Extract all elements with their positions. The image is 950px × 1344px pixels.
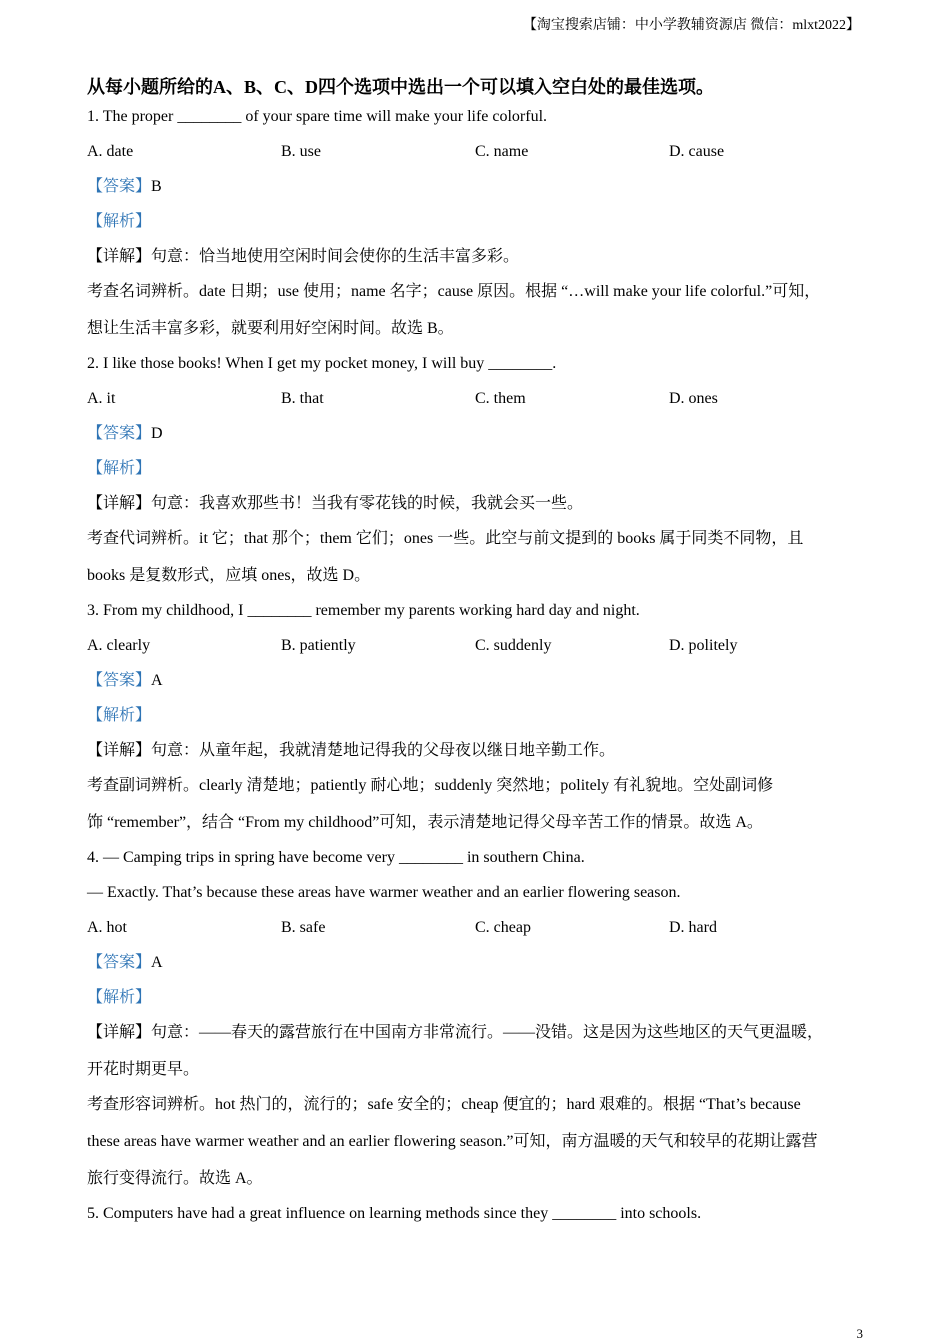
explain-line: books 是复数形式，应填 ones，故选 D。 (87, 567, 371, 584)
answer-line (87, 177, 867, 212)
option-d: D. cause (669, 143, 725, 160)
page-number: 3 (856, 1326, 863, 1341)
explain-line: 考查代词辨析。it 它；that 那个；them 它们；ones 一些。此空与前文提到的 books 属于同类不同物，且 (87, 530, 804, 547)
question-options (87, 142, 867, 177)
explain-line: 考查形容词辨析。hot 热门的，流行的；safe 安全的；cheap 便宜的；hard 艰难的。根据 “That’s because (87, 1096, 801, 1113)
analysis-label: 【解析】 (87, 707, 152, 724)
option-c: C. suddenly (475, 637, 552, 654)
question-3 (87, 601, 867, 848)
analysis-label: 【解析】 (87, 989, 152, 1006)
option-a: A. date (87, 143, 134, 160)
explain-line: 想让生活丰富多彩，就要利用好空闲时间。故选 B。 (87, 320, 454, 337)
option-b: B. that (281, 390, 324, 407)
detail-line (87, 247, 867, 282)
detail-text: 句意：从童年起，我就清楚地记得我的父母夜以继日地辛勤工作。 (151, 742, 616, 759)
option-b: B. patiently (281, 637, 356, 654)
detail-line (87, 494, 867, 529)
detail-line (87, 1023, 867, 1060)
detail-line (87, 741, 867, 776)
option-d: D. hard (669, 919, 717, 936)
option-d: D. politely (669, 637, 738, 654)
section-instruction: 从每小题所给的A、B、C、D四个选项中选出一个可以填入空白处的最佳选项。 (87, 77, 714, 97)
option-c: C. cheap (475, 919, 531, 936)
question-options (87, 389, 867, 424)
explain-line: 考查名词辨析。date 日期；use 使用；name 名字；cause 原因。根据 “…will make your life colorful.”可知， (87, 283, 821, 300)
question-1 (87, 107, 867, 354)
question-5-stem: 5. Computers have had a great influence on learning methods since they ________ into schools. (87, 1205, 702, 1222)
question-stem: 4. — Camping trips in spring have become very ________ in southern China. (87, 849, 585, 866)
question-4 (87, 848, 867, 1204)
answer-line (87, 424, 867, 459)
page-header: 【淘宝搜索店铺：中小学教辅资源店 微信：mlxt2022】 (522, 18, 860, 33)
detail-label: 【详解】 (87, 742, 152, 759)
answer-value: A (151, 672, 163, 689)
detail-label: 【详解】 (87, 248, 152, 265)
detail-label: 【详解】 (87, 495, 152, 512)
detail-text: 句意：我喜欢那些书！当我有零花钱的时候，我就会买一些。 (151, 495, 584, 512)
analysis-label: 【解析】 (87, 460, 152, 477)
answer-line (87, 953, 867, 988)
option-a: A. hot (87, 919, 127, 936)
option-c: C. them (475, 390, 526, 407)
answer-line (87, 671, 867, 706)
answer-label: 【答案】 (87, 425, 152, 442)
analysis-label: 【解析】 (87, 213, 152, 230)
question-options (87, 918, 867, 953)
answer-label: 【答案】 (87, 672, 152, 689)
question-options (87, 636, 867, 671)
question-stem: 3. From my childhood, I ________ remember my parents working hard day and night. (87, 602, 640, 619)
option-b: B. use (281, 143, 321, 160)
explain-line: these areas have warmer weather and an earlier flowering season.”可知，南方温暖的天气和较早的花期让露营 (87, 1133, 818, 1150)
answer-value: B (151, 178, 162, 195)
detail-text: 句意：恰当地使用空闲时间会使你的生活丰富多彩。 (151, 248, 520, 265)
question-stem: 2. I like those books! When I get my pocket money, I will buy ________. (87, 355, 557, 372)
detail-label: 【详解】 (87, 1024, 152, 1041)
option-a: A. it (87, 390, 116, 407)
explain-line: 旅行变得流行。故选 A。 (87, 1170, 263, 1187)
answer-value: D (151, 425, 163, 442)
answer-label: 【答案】 (87, 178, 152, 195)
detail-text: 句意：——春天的露营旅行在中国南方非常流行。——没错。这是因为这些地区的天气更温暖， (151, 1024, 824, 1041)
answer-value: A (151, 954, 163, 971)
document-body (87, 72, 867, 1239)
detail-line-cont: 开花时期更早。 (87, 1061, 200, 1078)
answer-label: 【答案】 (87, 954, 152, 971)
explain-line: 考查副词辨析。clearly 清楚地；patiently 耐心地；suddenly 突然地；politely 有礼貌地。空处副词修 (87, 777, 774, 794)
explain-line: 饰 “remember”，结合 “From my childhood”可知，表示清楚地记得父母辛苦工作的情景。故选 A。 (87, 814, 763, 831)
question-stem-reply: — Exactly. That’s because these areas have warmer weather and an earlier flowering season. (87, 884, 681, 901)
question-2 (87, 354, 867, 601)
option-a: A. clearly (87, 637, 151, 654)
option-b: B. safe (281, 919, 326, 936)
option-c: C. name (475, 143, 529, 160)
question-stem: 1. The proper ________ of your spare time will make your life colorful. (87, 108, 548, 125)
option-d: D. ones (669, 390, 718, 407)
